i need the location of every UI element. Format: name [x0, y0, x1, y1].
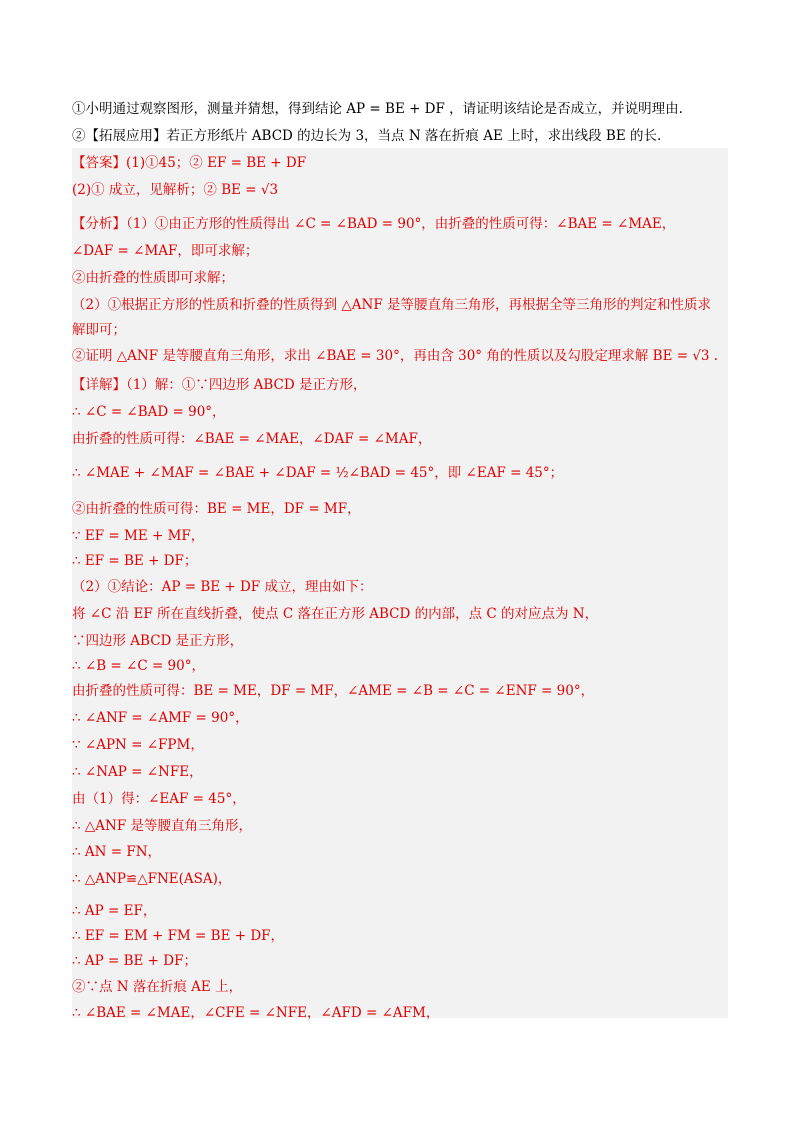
answer-line: ②∵点 N 落在折痕 AE 上， [72, 979, 243, 995]
answer-line: ∵ ∠APN = ∠FPM， [72, 737, 204, 753]
answer-line: ∴ ∠MAE + ∠MAF = ∠BAE + ∠DAF = ½∠BAD = 45°，即 ∠EAF = 45°； [72, 465, 564, 481]
answer-line: ∴ ∠ANF = ∠AMF = 90°， [72, 710, 249, 726]
answer-line: 由折叠的性质可得：BE = ME，DF = MF，∠AME = ∠B = ∠C = ∠ENF = 90°， [72, 683, 595, 699]
answer-line: 【详解】（1）解：①∵四边形 ABCD 是正方形， [72, 377, 367, 393]
answer-line: ∴ △ANP≌△FNE(ASA)， [72, 871, 232, 887]
answer-line: ∵四边形 ABCD 是正方形， [72, 633, 244, 649]
answer-line: ∴ AN = FN， [72, 844, 162, 860]
answer-line: （2）①根据正方形的性质和折叠的性质得到 △ANF 是等腰直角三角形，再根据全等三角形的判定和性质求 [72, 297, 711, 313]
answer-line: 【分析】（1）①由正方形的性质得出 ∠C = ∠BAD = 90°，由折叠的性质可得：∠BAE = ∠MAE， [72, 216, 676, 232]
answer-line: 解即可； [72, 322, 126, 338]
answer-line: ∴ ∠BAE = ∠MAE，∠CFE = ∠NFE，∠AFD = ∠AFM， [72, 1005, 440, 1021]
answer-line: 【答案】(1)①45；② EF = BE + DF [72, 155, 307, 171]
answer-line: ∴ △ANF 是等腰直角三角形， [72, 818, 252, 834]
question-part-2: ②【拓展应用】若正方形纸片 ABCD 的边长为 3，当点 N 落在折痕 AE 上时，求出线段 BE 的长. [72, 128, 662, 144]
answer-line: （2）①结论：AP = BE + DF 成立，理由如下： [72, 579, 373, 595]
answer-line: 由（1）得：∠EAF = 45°， [72, 791, 246, 807]
answer-line: ∴ EF = BE + DF； [72, 553, 198, 569]
answer-line: ②由折叠的性质即可求解； [72, 270, 234, 286]
answer-line: ∴ AP = BE + DF； [72, 953, 197, 969]
question-part-1: ①小明通过观察图形，测量并猜想，得到结论 AP = BE + DF ，请证明该结论是否成立，并说明理由. [72, 101, 683, 117]
answer-line: ∠DAF = ∠MAF，即可求解； [72, 243, 259, 259]
answer-line: (2)① 成立，见解析；② BE = √3 [72, 182, 279, 198]
answer-line: ∴ EF = EM + FM = BE + DF， [72, 928, 285, 944]
answer-line: ∵ EF = ME + MF， [72, 528, 205, 544]
answer-line: ∴ AP = EF， [72, 903, 157, 919]
answer-line: ②由折叠的性质可得：BE = ME，DF = MF， [72, 501, 361, 517]
answer-line: 由折叠的性质可得：∠BAE = ∠MAE，∠DAF = ∠MAF， [72, 431, 432, 447]
answer-line: ②证明 △ANF 是等腰直角三角形，求出 ∠BAE = 30°，再由含 30° 角的性质以及勾股定理求解 BE = √3 . [72, 348, 719, 364]
answer-line: ∴ ∠C = ∠BAD = 90°， [72, 404, 226, 420]
answer-line: ∴ ∠B = ∠C = 90°， [72, 658, 205, 674]
answer-line: 将 ∠C 沿 EF 所在直线折叠，使点 C 落在正方形 ABCD 的内部，点 C 的对应点为 N， [72, 606, 599, 622]
answer-line: ∴ ∠NAP = ∠NFE， [72, 764, 203, 780]
